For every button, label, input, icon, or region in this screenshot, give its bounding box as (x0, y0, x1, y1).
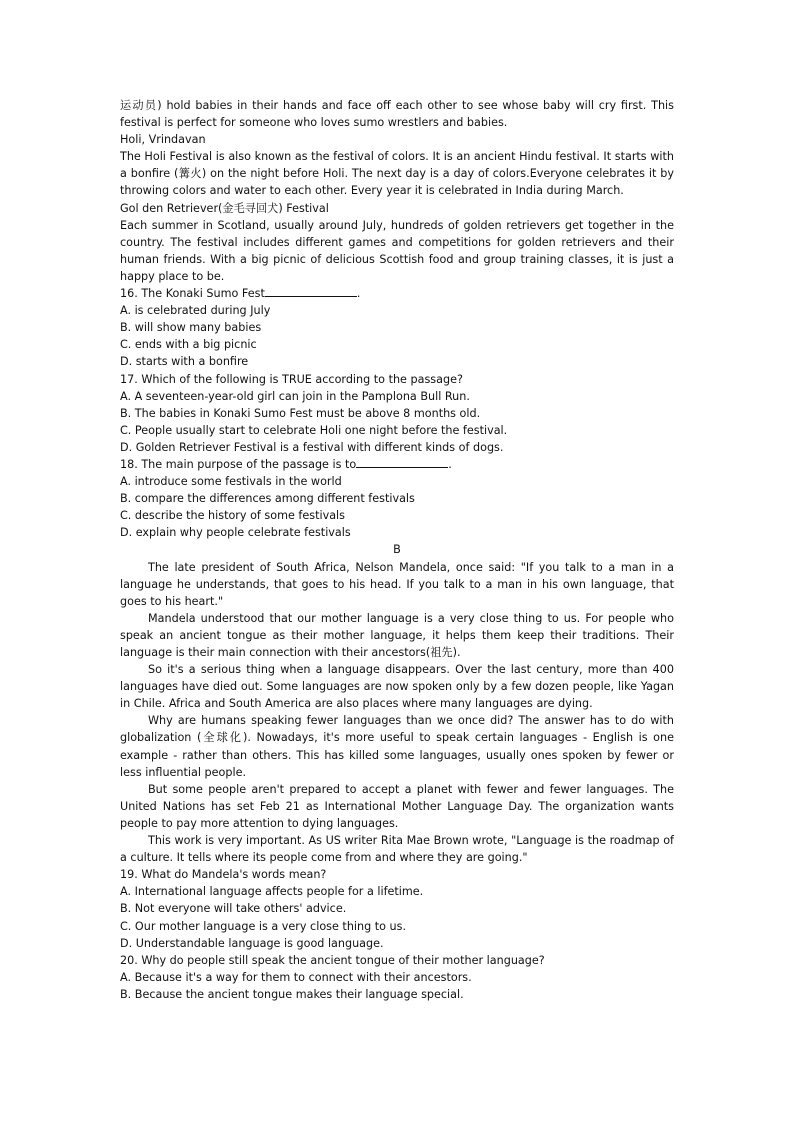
question-16-option-b: B. will show many babies (120, 321, 262, 335)
question-18-stem (120, 456, 674, 473)
question-19-option-b: B. Not everyone will take others' advice. (120, 902, 347, 916)
question-20-option-b: B. Because the ancient tongue makes their language special. (120, 987, 464, 1001)
question-16-text: 16. The Konaki Sumo Fest (120, 287, 265, 301)
question-17-option-d: D. Golden Retriever Festival is a festival with different kinds of dogs. (120, 440, 504, 454)
question-18-end: . (448, 457, 452, 471)
passage-b-paragraph: But some people aren't prepared to accept a planet with fewer and fewer languages. The United Nations has set Feb 21 as International Mother Language Day. The organization wants people to pay more attention to dying languages. (120, 782, 674, 830)
question-20-stem: 20. Why do people still speak the ancient tongue of their mother language? (120, 953, 545, 967)
section-b-heading: B (393, 543, 401, 557)
question-17-option-a: A. A seventeen-year-old girl can join in the Pamplona Bull Run. (120, 389, 470, 403)
holi-title: Holi, Vrindavan (120, 133, 206, 147)
question-18-option-d: D. explain why people celebrate festivals (120, 526, 351, 540)
question-19-option-c: C. Our mother language is a very close thing to us. (120, 919, 407, 933)
question-16-end: . (356, 287, 361, 301)
golden-retriever-paragraph: Each summer in Scotland, usually around July, hundreds of golden retrievers get together in the country. The festival includes different games and competitions for golden retrievers and their human friends. With a big picnic of delicious Scottish food and group training classes, it is just a happy place to be. (120, 218, 674, 283)
document-page (120, 97, 674, 1003)
passage-b-paragraph: This work is very important. As US writer Rita Mae Brown wrote, "Language is the roadmap of a culture. It tells where its people come from and where they are going." (120, 834, 674, 865)
question-16-option-d: D. starts with a bonfire (120, 355, 249, 369)
question-17-stem: 17. Which of the following is TRUE according to the passage? (120, 372, 463, 386)
answer-blank (356, 457, 448, 468)
question-20-option-a: A. Because it's a way for them to connect with their ancestors. (120, 970, 472, 984)
question-17-option-b: B. The babies in Konaki Sumo Fest must be above 8 months old. (120, 406, 481, 420)
answer-blank (265, 286, 357, 297)
question-16-stem (120, 285, 674, 302)
question-19-option-a: A. International language affects people for a lifetime. (120, 885, 424, 899)
question-18-option-c: C. describe the history of some festivals (120, 509, 345, 523)
question-19-stem: 19. What do Mandela's words mean? (120, 868, 327, 882)
golden-retriever-title: Gol den Retriever(金毛寻回犬) Festival (120, 201, 329, 215)
question-19-option-d: D. Understandable language is good language. (120, 936, 384, 950)
passage-b-paragraph: Why are humans speaking fewer languages than we once did? The answer has to do with globalization (全球化). Nowadays, it's more useful to speak certain languages - English is one example - rather than others. This has killed some languages, usually ones spoken by fewer or less influential people. (120, 714, 674, 779)
question-16-option-c: C. ends with a big picnic (120, 338, 257, 352)
passage-b-paragraph: So it's a serious thing when a language disappears. Over the last century, more than 400 languages have died out. Some languages are now spoken only by a few dozen people, like Yagan in Chile. Africa and South America are also places where many languages are dying. (120, 663, 674, 711)
holi-paragraph: The Holi Festival is also known as the festival of colors. It is an ancient Hindu festival. It starts with a bonfire (篝火) on the night before Holi. The next day is a day of colors.Everyone celebrates it by throwing colors and water to each other. Every year it is celebrated in India during March. (120, 150, 674, 198)
question-17-option-c: C. People usually start to celebrate Holi one night before the festival. (120, 423, 508, 437)
question-18-option-a: A. introduce some festivals in the world (120, 475, 342, 489)
question-16-option-a: A. is celebrated during July (120, 304, 271, 318)
question-18-text: 18. The main purpose of the passage is to (120, 457, 357, 471)
question-18-option-b: B. compare the differences among different festivals (120, 492, 415, 506)
passage-b-paragraph: The late president of South Africa, Nelson Mandela, once said: "If you talk to a man in a language he understands, that goes to his head. If you talk to a man in his own language, that goes to his heart." (120, 560, 674, 608)
passage-b-paragraph: Mandela understood that our mother language is a very close thing to us. For people who speak an ancient tongue as their mother language, it helps them keep their traditions. Their language is their main connection with their ancestors(祖先). (120, 611, 674, 659)
sumo-paragraph-end: 运动员) hold babies in their hands and face off each other to see whose baby will cry first. This festival is perfect for someone who loves sumo wrestlers and babies. (120, 99, 674, 130)
